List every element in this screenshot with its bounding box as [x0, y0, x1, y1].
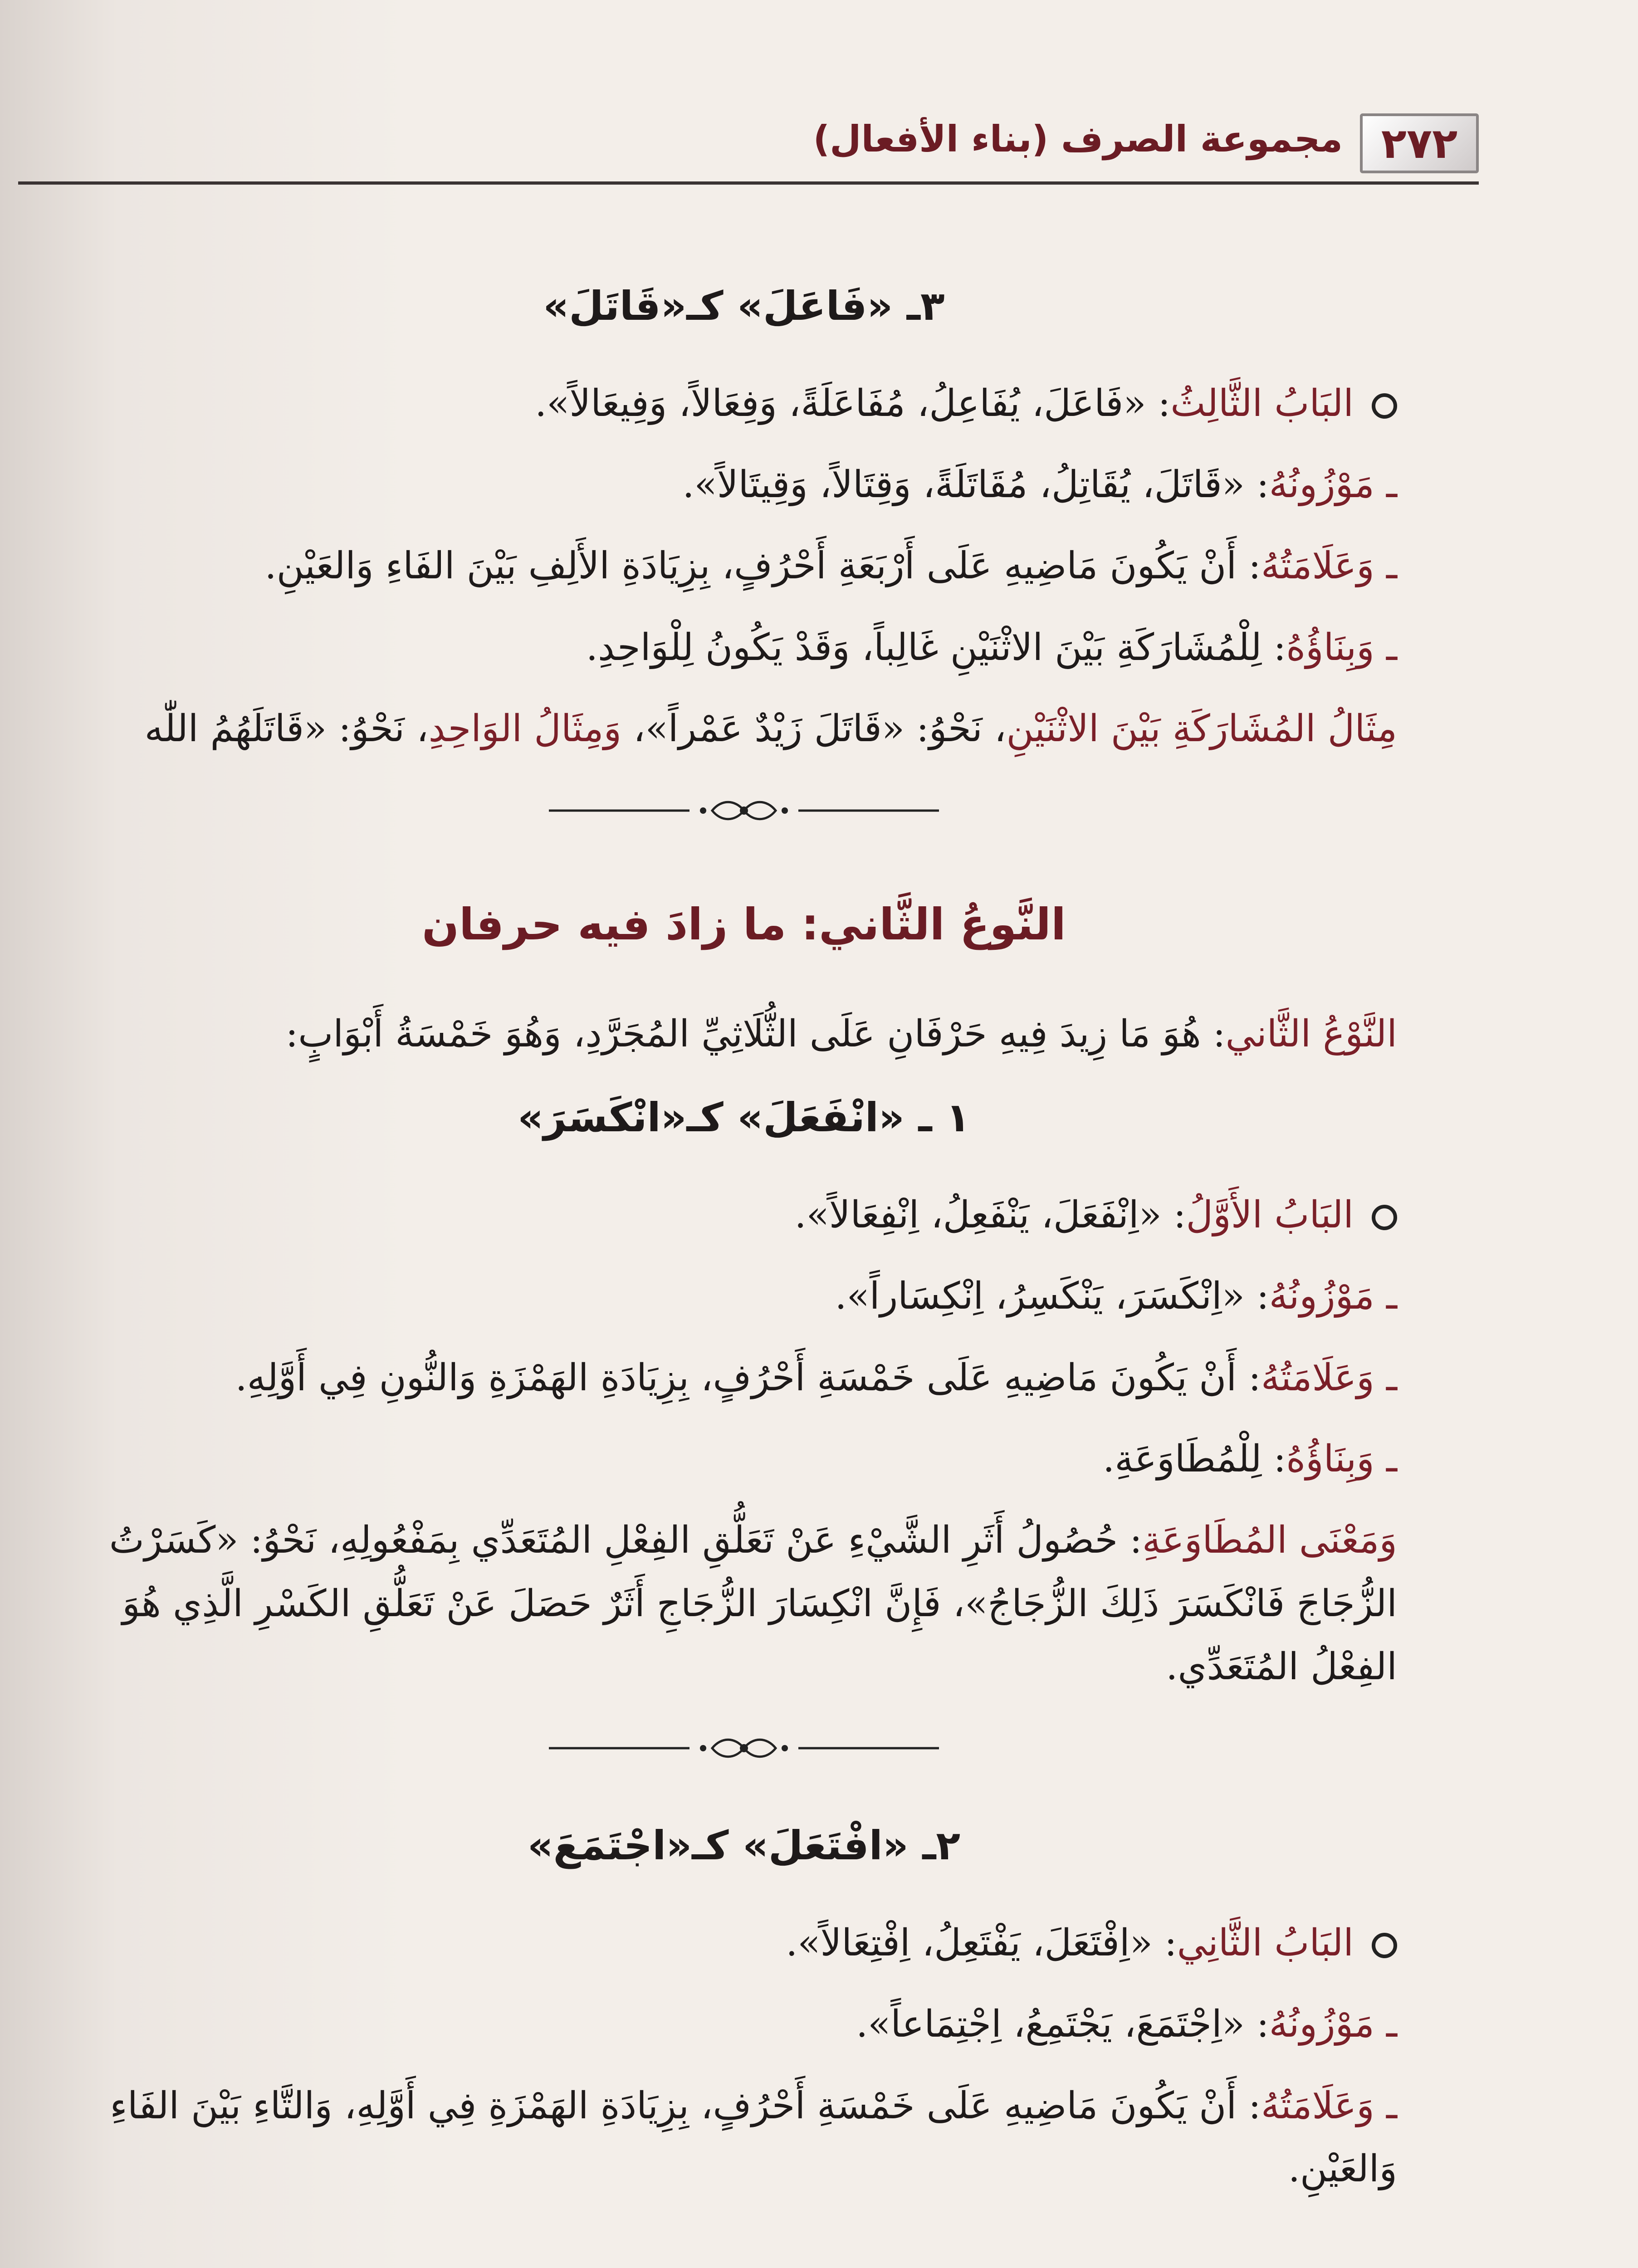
- text: : لِلْمُطَاوَعَةِ.: [1103, 1437, 1286, 1481]
- header-rule: [18, 181, 1479, 185]
- text: : حُصُولُ أَثَرِ الشَّيْءِ عَنْ تَعَلُّقِ الفِعْلِ المُتَعَدِّي بِمَفْعُولِهِ، نَحْوُ: «كَسَرْتُ الزُّجَاجَ فَانْكَسَرَ ذَلِكَ الزُّجَاجُ»، فَإِنَّ انْكِسَارَ الزُّجَاجِ أَثَرٌ حَصَلَ عَنْ تَعَلُّقِ الكَسْرِ الَّذِي هُوَ الفِعْلُ المُتَعَدِّي.: [109, 1519, 1397, 1689]
- text: : «اِفْتَعَلَ، يَفْتَعِلُ، اِفْتِعَالاً».: [786, 1921, 1177, 1965]
- text: : «فَاعَلَ، يُفَاعِلُ، مُفَاعَلَةً، وَفِعَالاً، وَفِيعَالاً».: [535, 381, 1171, 425]
- term: وَمِثَالُ الوَاحِدِ: [428, 707, 622, 751]
- term: وَمَعْنَى المُطَاوَعَةِ: [1142, 1519, 1397, 1562]
- text: : أَنْ يَكُونَ مَاضِيهِ عَلَى خَمْسَةِ أَحْرُفٍ، بِزِيَادَةِ الهَمْزَةِ فِي أَوَّلِهِ، وَالتَّاءِ بَيْنَ الفَاءِ وَالعَيْنِ.: [110, 2084, 1397, 2191]
- paragraph-wazn: [91, 453, 1397, 516]
- ornament-divider: [540, 797, 948, 824]
- text: : لِلْمُشَارَكَةِ بَيْنَ الاثْنَيْنِ غَالِباً، وَقَدْ يَكُونُ لِلْوَاحِدِ.: [586, 626, 1286, 669]
- section-heading-iftaala: ٢ـ «افْتَعَلَ» كـ«اجْتَمَعَ»: [527, 1822, 961, 1869]
- term: ـ وَبِنَاؤُهُ: [1286, 1437, 1397, 1481]
- paragraph-bab: [91, 1183, 1397, 1246]
- paragraph-bab: [91, 372, 1397, 435]
- paragraph-mithal: [91, 697, 1397, 760]
- paragraph-wazn: [91, 1993, 1397, 2056]
- paragraph-alama: [91, 2074, 1397, 2201]
- type-heading: النَّوعُ الثَّاني: ما زادَ فيه حرفان: [422, 899, 1066, 950]
- term: ـ مَوْزُونُهُ: [1269, 1275, 1397, 1318]
- circle-bullet-icon: [1372, 1205, 1397, 1230]
- term: ـ وَعَلَامَتُهُ: [1261, 544, 1397, 588]
- term: البَابُ الثَّانِي: [1177, 1921, 1354, 1965]
- text: : أَنْ يَكُونَ مَاضِيهِ عَلَى أَرْبَعَةِ أَحْرُفٍ، بِزِيَادَةِ الأَلِفِ بَيْنَ الفَاءِ وَالعَيْنِ.: [264, 544, 1261, 588]
- text: ، نَحْوُ: «قَاتَلَهُمُ اللّٰه: [144, 707, 429, 751]
- paragraph-wazn: [91, 1265, 1397, 1328]
- paragraph-binaa: [91, 616, 1397, 679]
- circle-bullet-icon: [1372, 1933, 1397, 1958]
- term: البَابُ الأَوَّلُ: [1186, 1193, 1354, 1237]
- text: : «اِنْفَعَلَ، يَنْفَعِلُ، اِنْفِعَالاً».: [794, 1193, 1186, 1237]
- paragraph-bab: [91, 1911, 1397, 1975]
- paragraph-binaa: [91, 1427, 1397, 1491]
- page-number: ٢٧٢: [1360, 113, 1479, 173]
- page-content: [91, 254, 1397, 2219]
- term: ـ وَعَلَامَتُهُ: [1261, 2084, 1397, 2127]
- paragraph-alama: [91, 534, 1397, 597]
- ornament-divider: [540, 1735, 948, 1762]
- term: النَّوْعُ الثَّاني: [1225, 1012, 1397, 1056]
- running-title: مجموعة الصرف (بناء الأفعال): [813, 118, 1343, 160]
- paragraph-mutawaa: [91, 1509, 1397, 1698]
- page-header: [18, 113, 1479, 181]
- text: : هُوَ مَا زِيدَ فِيهِ حَرْفَانِ عَلَى الثُّلَاثِيِّ المُجَرَّدِ، وَهُوَ خَمْسَةُ أَبْوَابٍ:: [285, 1012, 1226, 1056]
- circle-bullet-icon: [1372, 393, 1397, 419]
- section-heading-faala: ٣ـ «فَاعَلَ» كـ«قَاتَلَ»: [543, 283, 945, 329]
- section-heading-infaala: ١ ـ «انْفَعَلَ» كـ«انْكَسَرَ»: [518, 1094, 970, 1141]
- term: البَابُ الثَّالِثُ: [1170, 381, 1354, 425]
- term: ـ مَوْزُونُهُ: [1269, 463, 1397, 506]
- text: : أَنْ يَكُونَ مَاضِيهِ عَلَى خَمْسَةِ أَحْرُفٍ، بِزِيَادَةِ الهَمْزَةِ وَالنُّونِ فِي أَوَّلِهِ.: [235, 1356, 1261, 1399]
- term: مِثَالُ المُشَارَكَةِ بَيْنَ الاثْنَيْنِ: [1006, 707, 1397, 751]
- term: ـ وَبِنَاؤُهُ: [1286, 626, 1397, 669]
- term: ـ مَوْزُونُهُ: [1269, 2003, 1397, 2046]
- text: : «اِجْتَمَعَ، يَجْتَمِعُ، اِجْتِمَاعاً».: [856, 2003, 1269, 2046]
- term: ـ وَعَلَامَتُهُ: [1261, 1356, 1397, 1399]
- text: : «قَاتَلَ، يُقَاتِلُ، مُقَاتَلَةً، وَقِتَالاً، وَقِيتَالاً».: [682, 463, 1269, 506]
- paragraph-alama: [91, 1346, 1397, 1409]
- text: : «اِنْكَسَرَ، يَنْكَسِرُ، اِنْكِسَاراً».: [835, 1275, 1269, 1318]
- text: ، نَحْوُ: «قَاتَلَ زَيْدٌ عَمْراً»،: [621, 707, 1007, 751]
- paragraph-intro: [91, 1002, 1397, 1066]
